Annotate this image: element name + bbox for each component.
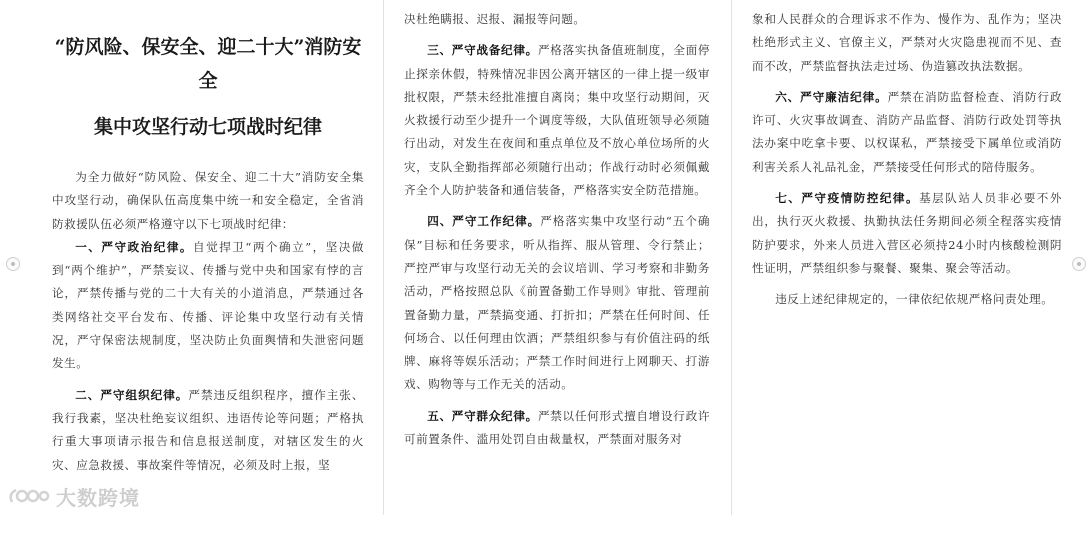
intro-paragraph: 为全力做好“防风险、保安全、迎二十大”消防安全集中攻坚行动，确保队伍高度集中统一和安全稳定，全省消防救援队伍必须严格遵守以下七项战时纪律： bbox=[52, 170, 364, 231]
section-heading: 六、严守廉洁纪律。 bbox=[775, 89, 888, 104]
column-3 bbox=[752, 12, 1062, 545]
document-subtitle: 集中攻坚行动七项战时纪律 bbox=[93, 116, 322, 138]
column-divider bbox=[383, 0, 384, 515]
section-5-continued: 象和人民群众的合理诉求不作为、慢作为、乱作为；坚决杜绝形式主义、官僚主义，严禁对火灾隐患视而不见、查而不改，严禁监督执法走过场、伪造篡改执法数据。 bbox=[752, 12, 1062, 73]
watermark-text: 大数跨境 bbox=[56, 485, 140, 510]
nav-dot-icon[interactable] bbox=[1072, 257, 1086, 271]
section-body: 严禁在消防监督检查、消防行政许可、火灾事故调查、消防产品监督、消防行政处罚等执法办案中吃拿卡要、以权谋私，严禁接受下属单位或消防利害关系人礼品礼金，严禁接受任何形式的陪侍服务。 bbox=[752, 89, 1062, 174]
section-heading: 五、严守群众纪律。 bbox=[427, 408, 538, 423]
section-body: 基层队站人员非必要不外出，执行灭火救援、执勤执法任务期间必须全程落实疫情防护要求，外来人员进入营区必须持24小时内核酸检测阴性证明，严禁组织参与聚餐、聚集、聚会等活动。 bbox=[752, 191, 1062, 275]
section-2 bbox=[52, 384, 364, 477]
section-5 bbox=[404, 405, 710, 452]
watermark bbox=[6, 482, 140, 510]
column-1 bbox=[52, 0, 364, 515]
section-heading: 一、严守政治纪律。 bbox=[75, 239, 194, 254]
column-divider bbox=[731, 0, 732, 515]
section-4 bbox=[404, 210, 710, 396]
nav-dot-icon[interactable] bbox=[6, 257, 20, 271]
section-body: 严格落实执备值班制度，全面停止探亲休假，特殊情况非因公离开辖区的一律上提一级审批权限，严禁未经批准擅自离岗；集中攻坚行动期间，灭火救援行动至少提升一个调度等级，大队值班领导必须随行出动，对发生在夜间和重点单位及不放心单位场所的火灾，支队全勤指挥部必须随行出动；作战行动时必须佩戴齐全个人防护装备和通信装备，严格落实安全防范措施。 bbox=[404, 43, 710, 198]
section-heading: 七、严守疫情防控纪律。 bbox=[775, 191, 920, 206]
section-body: 严禁以任何形式擅自增设行政许可前置条件、滥用处罚自由裁量权，严禁面对服务对 bbox=[404, 408, 710, 447]
section-heading: 二、严守组织纪律。 bbox=[75, 387, 189, 402]
document-title: “防风险、保安全、迎二十大”消防安 bbox=[54, 36, 362, 58]
closing-paragraph: 违反上述纪律规定的，一律依纪依规严格问责处理。 bbox=[775, 292, 1054, 307]
brand-logo-icon bbox=[6, 484, 50, 508]
column-2 bbox=[404, 12, 710, 545]
section-3 bbox=[404, 39, 710, 202]
section-7 bbox=[752, 187, 1062, 280]
section-body: 自觉捍卫“两个确立”，坚决做到“两个维护”，严禁妄议、传播与党中央和国家有悖的言论，严禁传播与党的二十大有关的小道消息，严禁通过各类网络社交平台发布、传播、评论集中攻坚行动有关情况，严守保密法规制度，坚决防止负面舆情和失泄密问题发生。 bbox=[52, 239, 364, 371]
section-heading: 四、严守工作纪律。 bbox=[427, 214, 541, 229]
section-body: 严禁违反组织程序，擅作主张、我行我素，坚决杜绝妄议组织、违语传论等问题；严格执行重大事项请示报告和信息报送制度，对辖区发生的火灾、应急救援、事故案件等情况，必须及时上报，坚 bbox=[52, 387, 364, 472]
section-2-continued: 决杜绝瞒报、迟报、漏报等问题。 bbox=[404, 12, 586, 26]
section-1 bbox=[52, 236, 364, 376]
section-body: 严格落实集中攻坚行动“五个确保”目标和任务要求，听从指挥、服从管理、令行禁止；严控严审与攻坚行动无关的会议培训、学习考察和非勤务活动，严格按照总队《前置备勤工作导则》审批、管理前置备勤力量，严禁搞变通、打折扣；严禁在任何时间、任何场合、以任何理由饮酒；严禁组织参与有价值注码的纸牌、麻将等娱乐活动；严禁工作时间进行上网聊天、打游戏、购物等与工作无关的活动。 bbox=[404, 214, 710, 392]
section-6 bbox=[752, 86, 1062, 179]
document-title-wrap: 全 bbox=[198, 70, 218, 92]
section-heading: 三、严守战备纪律。 bbox=[427, 43, 538, 58]
